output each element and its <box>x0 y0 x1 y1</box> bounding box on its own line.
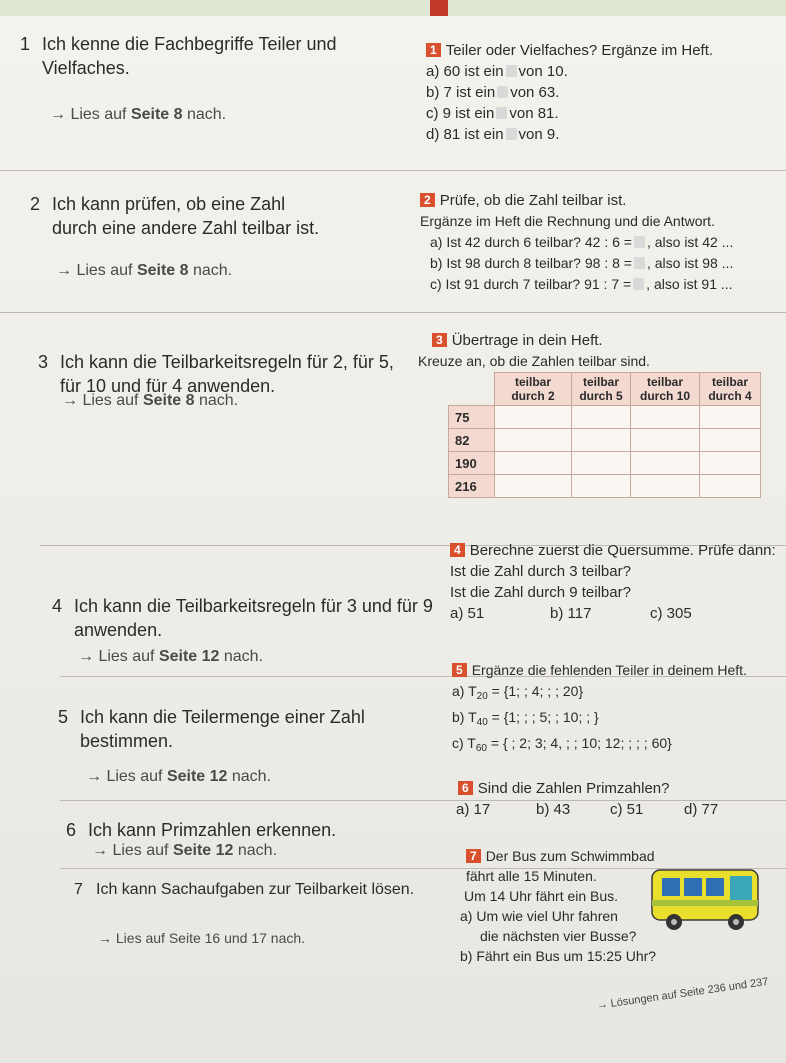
goal-6: 6 Ich kann Primzahlen erkennen. <box>66 820 337 840</box>
task-title: Teiler oder Vielfaches? Ergänze im Heft. <box>445 42 714 59</box>
goal-1 <box>20 32 337 80</box>
goal-5: 5 Ich kann die Teilermenge einer Zahl bestimmen. <box>58 707 365 751</box>
blank-box <box>506 65 517 77</box>
bus-illustration <box>648 860 768 940</box>
task-6: 6 Sind die Zahlen Primzahlen? a) 17 b) 43 c) 51 d) 77 <box>456 780 719 818</box>
task-1: 1 Teiler oder Vielfaches? Ergänze im Heft. a) 60 ist ein von 10. b) 7 ist ein von 63. c) 9 ist ein von 81. d) 81 ist ein von 9. <box>426 42 714 143</box>
task-7: 7 Der Bus zum Schwimmbad fährt alle 15 Minuten. Um 14 Uhr fährt ein Bus. a) Um wie viel Uhr fahren die nächsten vier Busse? b) Fährt ein Bus um 15:25 Uhr? <box>460 848 657 964</box>
goal-text: Ich kenne die Fachbegriffe Teiler und <box>42 34 337 54</box>
table-row: 75 <box>449 406 761 429</box>
reference-5[interactable]: → Lies auf Seite 12 nach. <box>86 768 272 785</box>
task-3: 3 Übertrage in dein Heft. Kreuze an, ob die Zahlen teilbar sind. <box>418 332 650 369</box>
reference-4[interactable]: → Lies auf Seite 12 nach. <box>78 648 264 665</box>
col-header: teilbar durch 4 <box>700 373 761 406</box>
top-strip <box>0 0 786 16</box>
task-4: 4 Berechne zuerst die Quersumme. Prüfe dann: Ist die Zahl durch 3 teilbar? Ist die Zahl durch 9 teilbar? a) 51 b) 117 c) 305 <box>450 542 776 622</box>
goal-7: 7 Ich kann Sachaufgaben zur Teilbarkeit lösen. <box>74 881 415 898</box>
task-5: 5 Ergänze die fehlenden Teiler in deinem Heft. a) $T_{20} = \{1$; ; 4; ; ; 20} b) $T_{40} = \{1$; ; ; 5; ; 10; ; } c) $T_{60}$ = { ; 2; 3; 4, ; ; 10; 12; ; ; ; 60} <box>452 662 747 754</box>
reference-1[interactable]: → Lies auf Seite 8 nach. <box>50 106 227 123</box>
goal-number: 1 <box>20 34 31 54</box>
blank-box <box>497 86 508 98</box>
reference-2[interactable]: → Lies auf Seite 8 nach. <box>56 262 233 279</box>
blank-box <box>496 107 507 119</box>
col-header: teilbar durch 2 <box>495 373 572 406</box>
goal-2: 2 Ich kann prüfen, ob eine Zahl durch eine andere Zahl teilbar ist. <box>30 194 320 238</box>
goal-4: 4 Ich kann die Teilbarkeitsregeln für 3 und für 9 anwenden. <box>52 596 433 640</box>
blank-box <box>506 128 517 140</box>
reference-7[interactable]: → Lies auf Seite 16 und 17 nach. <box>98 930 306 946</box>
divisibility-table <box>448 372 761 498</box>
task-badge: 1 <box>426 43 441 57</box>
goal-3: 3 Ich kann die Teilbarkeitsregeln für 2, für 5, für 10 und für 4 anwenden. <box>38 352 394 396</box>
task-2: 2 Prüfe, ob die Zahl teilbar ist. Ergänze im Heft die Rechnung und die Antwort. a) Ist 42 durch 6 teilbar? 42 : 6 = , also ist 42 ... b) Ist 98 durch 8 teilbar? 98 : 8 = , also ist 98 ... c) Ist 91 durch 7 teilbar? 91 : 7 = , also ist 91 ... <box>420 192 734 292</box>
divider <box>0 312 786 313</box>
task-badge: 2 <box>420 193 435 207</box>
col-header: teilbar durch 10 <box>631 373 700 406</box>
divider <box>0 170 786 171</box>
reference-6[interactable]: → Lies auf Seite 12 nach. <box>92 842 278 859</box>
reference-3[interactable]: → Lies auf Seite 8 nach. <box>62 392 239 409</box>
page-marker <box>430 0 448 16</box>
table-row: 190 <box>449 452 761 475</box>
solutions-reference[interactable]: → Lösungen auf Seite 236 und 237 <box>596 975 770 1012</box>
table-row: 216 <box>449 475 761 498</box>
goal-text: Vielfaches. <box>42 58 130 78</box>
col-header: teilbar durch 5 <box>572 373 631 406</box>
table-row: 82 <box>449 429 761 452</box>
